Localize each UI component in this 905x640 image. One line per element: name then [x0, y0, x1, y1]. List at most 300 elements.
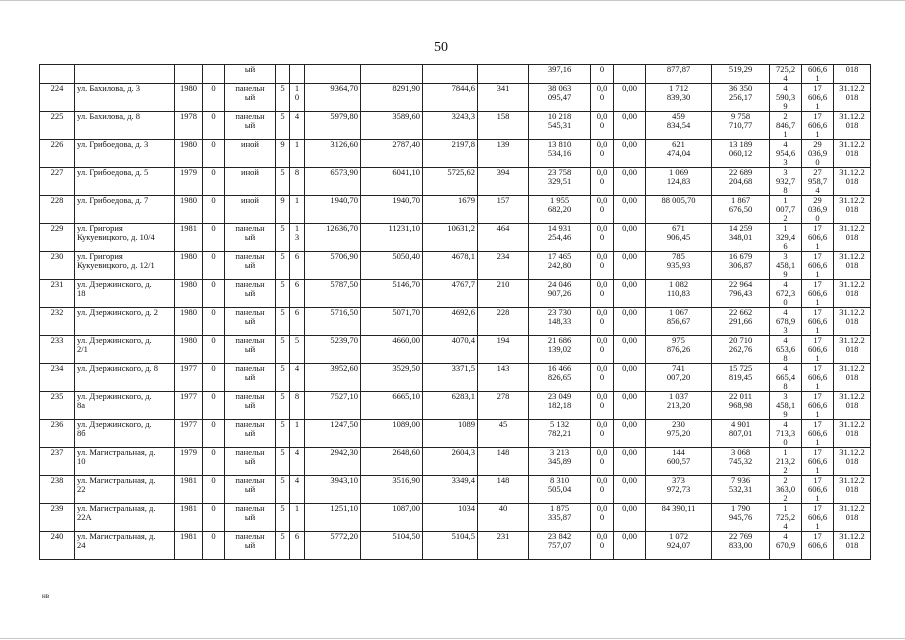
residents-cell: 45 [478, 420, 529, 448]
remaining-amount-cell: 1 867 676,50 [712, 196, 770, 224]
year-built-cell: 1980 [175, 336, 203, 364]
residential-area-cell: 1089 [423, 420, 478, 448]
living-area-cell: 5071,70 [361, 308, 423, 336]
total-area-cell: 5716,50 [305, 308, 361, 336]
year-built-cell: 1980 [175, 308, 203, 336]
address-cell: ул. Магистральная, д. 22 [75, 476, 175, 504]
paid-amount-cell: 0,0 0 [591, 84, 614, 112]
cost-per-sqm-cell: 4 590,3 9 [770, 84, 802, 112]
limit-per-sqm-cell: 17 606,6 1 [802, 364, 834, 392]
table-row [40, 168, 871, 196]
wall-material-cell: панельн ый [225, 504, 276, 532]
residential-area-cell: 3243,3 [423, 112, 478, 140]
living-area-cell: 1087,00 [361, 504, 423, 532]
paid-amount-cell: 0,0 0 [591, 280, 614, 308]
limit-per-sqm-cell: 17 606,6 1 [802, 224, 834, 252]
address-cell: ул. Дзержинского, д. 8а [75, 392, 175, 420]
living-area-cell: 1940,70 [361, 196, 423, 224]
residents-cell: 148 [478, 476, 529, 504]
paid-amount-cell: 0,0 0 [591, 336, 614, 364]
col-flag-cell: 0 [203, 364, 225, 392]
year-built-cell: 1978 [175, 112, 203, 140]
contribution-amount-cell: 785 935,93 [646, 252, 712, 280]
residents-cell: 394 [478, 168, 529, 196]
row-number-cell: 233 [40, 336, 75, 364]
year-built-cell [175, 65, 203, 84]
residential-area-cell: 2197,8 [423, 140, 478, 168]
residential-area-cell: 5725,62 [423, 168, 478, 196]
deadline-date-cell: 018 [834, 65, 871, 84]
col-flag-cell: 0 [203, 224, 225, 252]
table-row [40, 140, 871, 168]
paid-amount-cell: 0,0 0 [591, 476, 614, 504]
wall-material-cell: панельн ый [225, 532, 276, 560]
floors-cell: 5 [276, 252, 290, 280]
zero-amount-cell: 0,00 [614, 196, 646, 224]
entrances-cell: 6 [290, 252, 305, 280]
floors-cell: 5 [276, 532, 290, 560]
estimated-cost-cell: 23 730 148,33 [529, 308, 591, 336]
total-area-cell: 5787,50 [305, 280, 361, 308]
remaining-amount-cell: 519,29 [712, 65, 770, 84]
contribution-amount-cell: 975 876,26 [646, 336, 712, 364]
total-area-cell: 3952,60 [305, 364, 361, 392]
row-number-cell: 237 [40, 448, 75, 476]
row-number-cell: 235 [40, 392, 75, 420]
housing-table [39, 64, 871, 560]
paid-amount-cell: 0,0 0 [591, 308, 614, 336]
estimated-cost-cell: 10 218 545,31 [529, 112, 591, 140]
remaining-amount-cell: 3 068 745,32 [712, 448, 770, 476]
row-number-cell: 232 [40, 308, 75, 336]
col-flag-cell: 0 [203, 84, 225, 112]
address-cell: ул. Магистральная, д. 22А [75, 504, 175, 532]
table-row [40, 476, 871, 504]
entrances-cell: 8 [290, 168, 305, 196]
zero-amount-cell: 0,00 [614, 420, 646, 448]
col-flag-cell: 0 [203, 532, 225, 560]
table-row [40, 252, 871, 280]
total-area-cell: 6573,90 [305, 168, 361, 196]
limit-per-sqm-cell: 17 606,6 1 [802, 112, 834, 140]
residential-area-cell: 4767,7 [423, 280, 478, 308]
entrances-cell: 1 [290, 420, 305, 448]
paid-amount-cell: 0,0 0 [591, 504, 614, 532]
row-number-cell: 231 [40, 280, 75, 308]
cost-per-sqm-cell: 4 670,9 [770, 532, 802, 560]
residential-area-cell: 6283,1 [423, 392, 478, 420]
cost-per-sqm-cell: 2 846,7 1 [770, 112, 802, 140]
residents-cell: 40 [478, 504, 529, 532]
residents-cell: 148 [478, 448, 529, 476]
floors-cell: 5 [276, 336, 290, 364]
estimated-cost-cell: 23 842 757,07 [529, 532, 591, 560]
estimated-cost-cell: 38 063 095,47 [529, 84, 591, 112]
floors-cell: 5 [276, 392, 290, 420]
contribution-amount-cell: 1 072 924,07 [646, 532, 712, 560]
contribution-amount-cell: 621 474,04 [646, 140, 712, 168]
row-number-cell: 240 [40, 532, 75, 560]
floors-cell: 9 [276, 140, 290, 168]
address-cell: ул. Дзержинского, д. 8 [75, 364, 175, 392]
deadline-date-cell: 31.12.2 018 [834, 336, 871, 364]
wall-material-cell: ый [225, 65, 276, 84]
remaining-amount-cell: 22 769 833,00 [712, 532, 770, 560]
remaining-amount-cell: 36 350 256,17 [712, 84, 770, 112]
wall-material-cell: панельн ый [225, 224, 276, 252]
entrances-cell: 6 [290, 280, 305, 308]
estimated-cost-cell: 13 810 534,16 [529, 140, 591, 168]
footer-mark: нв [42, 592, 50, 600]
wall-material-cell: панельн ый [225, 308, 276, 336]
floors-cell: 5 [276, 448, 290, 476]
living-area-cell: 8291,90 [361, 84, 423, 112]
total-area-cell [305, 65, 361, 84]
total-area-cell: 3943,10 [305, 476, 361, 504]
entrances-cell: 1 3 [290, 224, 305, 252]
address-cell: ул. Магистральная, д. 24 [75, 532, 175, 560]
total-area-cell: 2942,30 [305, 448, 361, 476]
col-flag-cell: 0 [203, 308, 225, 336]
estimated-cost-cell: 24 046 907,26 [529, 280, 591, 308]
zero-amount-cell: 0,00 [614, 308, 646, 336]
deadline-date-cell: 31.12.2 018 [834, 196, 871, 224]
cost-per-sqm-cell: 3 458,1 9 [770, 252, 802, 280]
entrances-cell: 5 [290, 336, 305, 364]
residents-cell: 234 [478, 252, 529, 280]
limit-per-sqm-cell: 17 606,6 1 [802, 448, 834, 476]
remaining-amount-cell: 7 936 532,31 [712, 476, 770, 504]
limit-per-sqm-cell: 29 036,9 0 [802, 140, 834, 168]
deadline-date-cell: 31.12.2 018 [834, 420, 871, 448]
estimated-cost-cell: 17 465 242,80 [529, 252, 591, 280]
estimated-cost-cell: 1 955 682,20 [529, 196, 591, 224]
paid-amount-cell: 0,0 0 [591, 252, 614, 280]
year-built-cell: 1981 [175, 532, 203, 560]
entrances-cell: 6 [290, 532, 305, 560]
entrances-cell: 6 [290, 308, 305, 336]
remaining-amount-cell: 20 710 262,76 [712, 336, 770, 364]
contribution-amount-cell: 230 975,20 [646, 420, 712, 448]
address-cell: ул. Бахилова, д. 8 [75, 112, 175, 140]
residential-area-cell: 10631,2 [423, 224, 478, 252]
table-row [40, 364, 871, 392]
row-number-cell: 236 [40, 420, 75, 448]
residential-area-cell: 4678,1 [423, 252, 478, 280]
entrances-cell: 1 0 [290, 84, 305, 112]
residents-cell: 158 [478, 112, 529, 140]
deadline-date-cell: 31.12.2 018 [834, 140, 871, 168]
residents-cell: 278 [478, 392, 529, 420]
table-row [40, 308, 871, 336]
contribution-amount-cell: 459 834,54 [646, 112, 712, 140]
floors-cell: 5 [276, 476, 290, 504]
limit-per-sqm-cell: 17 606,6 1 [802, 392, 834, 420]
deadline-date-cell: 31.12.2 018 [834, 532, 871, 560]
entrances-cell: 4 [290, 112, 305, 140]
deadline-date-cell: 31.12.2 018 [834, 308, 871, 336]
paid-amount-cell: 0,0 0 [591, 224, 614, 252]
row-number-cell [40, 65, 75, 84]
address-cell: ул. Дзержинского, д. 18 [75, 280, 175, 308]
residents-cell: 464 [478, 224, 529, 252]
year-built-cell: 1980 [175, 140, 203, 168]
estimated-cost-cell: 397,16 [529, 65, 591, 84]
wall-material-cell: панельн ый [225, 448, 276, 476]
wall-material-cell: панельн ый [225, 420, 276, 448]
estimated-cost-cell: 1 875 335,87 [529, 504, 591, 532]
row-number-cell: 238 [40, 476, 75, 504]
year-built-cell: 1981 [175, 504, 203, 532]
estimated-cost-cell: 23 049 182,18 [529, 392, 591, 420]
residential-area-cell: 7844,6 [423, 84, 478, 112]
cost-per-sqm-cell: 4 665,4 8 [770, 364, 802, 392]
living-area-cell [361, 65, 423, 84]
address-cell: ул. Григория Кукуевицкого, д. 10/4 [75, 224, 175, 252]
zero-amount-cell: 0,00 [614, 476, 646, 504]
floors-cell: 9 [276, 196, 290, 224]
contribution-amount-cell: 84 390,11 [646, 504, 712, 532]
table-row [40, 504, 871, 532]
total-area-cell: 5239,70 [305, 336, 361, 364]
row-number-cell: 228 [40, 196, 75, 224]
col-flag-cell: 0 [203, 448, 225, 476]
residents-cell: 143 [478, 364, 529, 392]
remaining-amount-cell: 14 259 348,01 [712, 224, 770, 252]
total-area-cell: 5979,80 [305, 112, 361, 140]
table-row [40, 196, 871, 224]
address-cell: ул. Магистральная, д. 10 [75, 448, 175, 476]
row-number-cell: 224 [40, 84, 75, 112]
limit-per-sqm-cell: 17 606,6 1 [802, 308, 834, 336]
floors-cell: 5 [276, 224, 290, 252]
col-flag-cell [203, 65, 225, 84]
col-flag-cell: 0 [203, 392, 225, 420]
estimated-cost-cell: 16 466 826,65 [529, 364, 591, 392]
estimated-cost-cell: 5 132 782,21 [529, 420, 591, 448]
residents-cell: 194 [478, 336, 529, 364]
living-area-cell: 3516,90 [361, 476, 423, 504]
col-flag-cell: 0 [203, 196, 225, 224]
residential-area-cell: 2604,3 [423, 448, 478, 476]
cost-per-sqm-cell: 3 932,7 8 [770, 168, 802, 196]
residential-area-cell: 5104,5 [423, 532, 478, 560]
residential-area-cell: 1034 [423, 504, 478, 532]
cost-per-sqm-cell: 1 213,2 2 [770, 448, 802, 476]
cost-per-sqm-cell: 725,2 4 [770, 65, 802, 84]
residents-cell: 139 [478, 140, 529, 168]
table-row [40, 336, 871, 364]
address-cell: ул. Дзержинского, д. 8б [75, 420, 175, 448]
entrances-cell: 4 [290, 476, 305, 504]
col-flag-cell: 0 [203, 280, 225, 308]
remaining-amount-cell: 22 964 796,43 [712, 280, 770, 308]
cost-per-sqm-cell: 4 678,9 3 [770, 308, 802, 336]
cost-per-sqm-cell: 1 007,7 2 [770, 196, 802, 224]
address-cell: ул. Грибоедова, д. 5 [75, 168, 175, 196]
housing-registry-sheet [39, 64, 871, 560]
wall-material-cell: панельн ый [225, 280, 276, 308]
scan-bottom-edge [0, 638, 905, 639]
contribution-amount-cell: 144 600,57 [646, 448, 712, 476]
contribution-amount-cell: 88 005,70 [646, 196, 712, 224]
entrances-cell: 1 [290, 504, 305, 532]
floors-cell: 5 [276, 364, 290, 392]
wall-material-cell: иной [225, 140, 276, 168]
estimated-cost-cell: 8 310 505,04 [529, 476, 591, 504]
zero-amount-cell [614, 65, 646, 84]
deadline-date-cell: 31.12.2 018 [834, 168, 871, 196]
table-row [40, 280, 871, 308]
deadline-date-cell: 31.12.2 018 [834, 448, 871, 476]
table-row [40, 84, 871, 112]
cost-per-sqm-cell: 1 329,4 6 [770, 224, 802, 252]
remaining-amount-cell: 22 011 968,98 [712, 392, 770, 420]
wall-material-cell: панельн ый [225, 336, 276, 364]
year-built-cell: 1979 [175, 448, 203, 476]
remaining-amount-cell: 15 725 819,45 [712, 364, 770, 392]
continuation-row [40, 65, 871, 84]
paid-amount-cell: 0,0 0 [591, 364, 614, 392]
paid-amount-cell: 0 [591, 65, 614, 84]
floors-cell: 5 [276, 168, 290, 196]
paid-amount-cell: 0,0 0 [591, 112, 614, 140]
paid-amount-cell: 0,0 0 [591, 392, 614, 420]
wall-material-cell: панельн ый [225, 84, 276, 112]
residents-cell: 157 [478, 196, 529, 224]
table-row [40, 448, 871, 476]
estimated-cost-cell: 14 931 254,46 [529, 224, 591, 252]
remaining-amount-cell: 22 689 204,68 [712, 168, 770, 196]
address-cell: ул. Григория Кукуевицкого, д. 12/1 [75, 252, 175, 280]
entrances-cell: 1 [290, 196, 305, 224]
address-cell: ул. Грибоедова, д. 7 [75, 196, 175, 224]
residential-area-cell: 1679 [423, 196, 478, 224]
zero-amount-cell: 0,00 [614, 448, 646, 476]
residential-area-cell: 4070,4 [423, 336, 478, 364]
col-flag-cell: 0 [203, 252, 225, 280]
year-built-cell: 1980 [175, 252, 203, 280]
total-area-cell: 1251,10 [305, 504, 361, 532]
remaining-amount-cell: 16 679 306,87 [712, 252, 770, 280]
deadline-date-cell: 31.12.2 018 [834, 84, 871, 112]
entrances-cell: 4 [290, 364, 305, 392]
year-built-cell: 1977 [175, 420, 203, 448]
cost-per-sqm-cell: 3 458,1 9 [770, 392, 802, 420]
limit-per-sqm-cell: 29 036,9 0 [802, 196, 834, 224]
col-flag-cell: 0 [203, 140, 225, 168]
address-cell: ул. Бахилова, д. 3 [75, 84, 175, 112]
address-cell: ул. Дзержинского, д. 2 [75, 308, 175, 336]
contribution-amount-cell: 373 972,73 [646, 476, 712, 504]
year-built-cell: 1980 [175, 196, 203, 224]
year-built-cell: 1981 [175, 476, 203, 504]
deadline-date-cell: 31.12.2 018 [834, 224, 871, 252]
wall-material-cell: иной [225, 168, 276, 196]
total-area-cell: 7527,10 [305, 392, 361, 420]
contribution-amount-cell: 671 906,45 [646, 224, 712, 252]
cost-per-sqm-cell: 4 954,6 3 [770, 140, 802, 168]
limit-per-sqm-cell: 606,6 1 [802, 65, 834, 84]
estimated-cost-cell: 3 213 345,89 [529, 448, 591, 476]
limit-per-sqm-cell: 17 606,6 1 [802, 252, 834, 280]
living-area-cell: 5146,70 [361, 280, 423, 308]
year-built-cell: 1980 [175, 280, 203, 308]
table-row [40, 532, 871, 560]
limit-per-sqm-cell: 17 606,6 1 [802, 336, 834, 364]
residential-area-cell: 3371,5 [423, 364, 478, 392]
living-area-cell: 5050,40 [361, 252, 423, 280]
contribution-amount-cell: 877,87 [646, 65, 712, 84]
residents-cell: 231 [478, 532, 529, 560]
contribution-amount-cell: 1 069 124,83 [646, 168, 712, 196]
limit-per-sqm-cell: 17 606,6 1 [802, 420, 834, 448]
entrances-cell: 1 [290, 140, 305, 168]
col-flag-cell: 0 [203, 336, 225, 364]
address-cell [75, 65, 175, 84]
total-area-cell: 5772,20 [305, 532, 361, 560]
floors-cell: 5 [276, 84, 290, 112]
row-number-cell: 226 [40, 140, 75, 168]
zero-amount-cell: 0,00 [614, 252, 646, 280]
total-area-cell: 9364,70 [305, 84, 361, 112]
wall-material-cell: панельн ый [225, 364, 276, 392]
deadline-date-cell: 31.12.2 018 [834, 280, 871, 308]
paid-amount-cell: 0,0 0 [591, 168, 614, 196]
table-row [40, 392, 871, 420]
cost-per-sqm-cell: 2 363,0 2 [770, 476, 802, 504]
row-number-cell: 230 [40, 252, 75, 280]
residents-cell: 210 [478, 280, 529, 308]
zero-amount-cell: 0,00 [614, 504, 646, 532]
paid-amount-cell: 0,0 0 [591, 140, 614, 168]
wall-material-cell: панельн ый [225, 476, 276, 504]
table-row [40, 112, 871, 140]
zero-amount-cell: 0,00 [614, 140, 646, 168]
deadline-date-cell: 31.12.2 018 [834, 252, 871, 280]
year-built-cell: 1977 [175, 364, 203, 392]
total-area-cell: 5706,90 [305, 252, 361, 280]
living-area-cell: 3529,50 [361, 364, 423, 392]
zero-amount-cell: 0,00 [614, 364, 646, 392]
living-area-cell: 6041,10 [361, 168, 423, 196]
floors-cell: 5 [276, 504, 290, 532]
limit-per-sqm-cell: 27 958,7 4 [802, 168, 834, 196]
row-number-cell: 225 [40, 112, 75, 140]
floors-cell: 5 [276, 420, 290, 448]
cost-per-sqm-cell: 4 713,3 0 [770, 420, 802, 448]
entrances-cell: 8 [290, 392, 305, 420]
floors-cell [276, 65, 290, 84]
zero-amount-cell: 0,00 [614, 224, 646, 252]
zero-amount-cell: 0,00 [614, 168, 646, 196]
address-cell: ул. Грибоедова, д. 3 [75, 140, 175, 168]
total-area-cell: 1247,50 [305, 420, 361, 448]
wall-material-cell: панельн ый [225, 252, 276, 280]
remaining-amount-cell: 4 901 807,01 [712, 420, 770, 448]
living-area-cell: 3589,60 [361, 112, 423, 140]
paid-amount-cell: 0,0 0 [591, 532, 614, 560]
residents-cell: 341 [478, 84, 529, 112]
limit-per-sqm-cell: 17 606,6 1 [802, 476, 834, 504]
address-cell: ул. Дзержинского, д. 2/1 [75, 336, 175, 364]
living-area-cell: 2648,60 [361, 448, 423, 476]
zero-amount-cell: 0,00 [614, 84, 646, 112]
remaining-amount-cell: 1 790 945,76 [712, 504, 770, 532]
total-area-cell: 1940,70 [305, 196, 361, 224]
residents-cell [478, 65, 529, 84]
paid-amount-cell: 0,0 0 [591, 196, 614, 224]
